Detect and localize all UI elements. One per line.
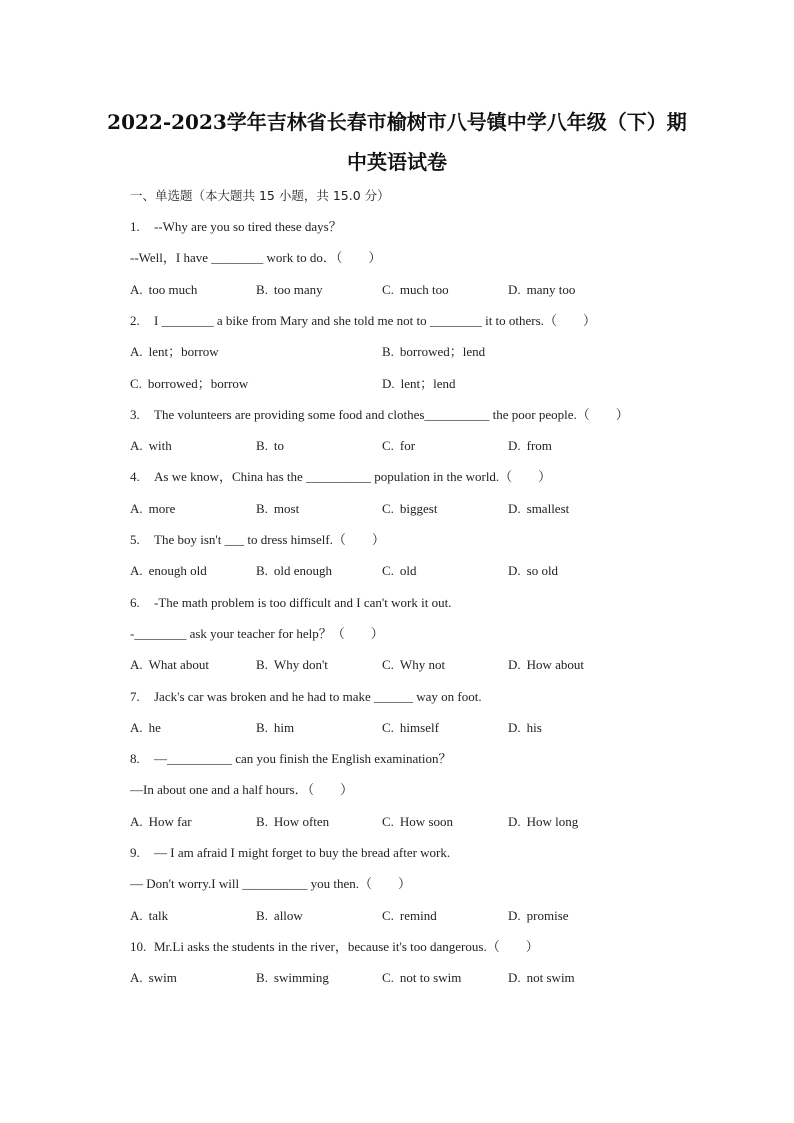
- answer-option: [130, 342, 219, 362]
- option-letter: B.: [382, 344, 394, 360]
- question-stem: The boy isn't ___ to dress himself.（ ）: [154, 532, 385, 547]
- option-letter: D.: [508, 281, 521, 297]
- option-letter: C.: [382, 970, 394, 986]
- option-letter: A.: [130, 281, 143, 297]
- answer-option: [382, 374, 456, 394]
- answer-option: [256, 280, 323, 300]
- option-letter: B.: [256, 813, 268, 829]
- answer-option: [130, 374, 248, 394]
- option-letter: C.: [130, 375, 142, 391]
- option-letter: C.: [382, 563, 394, 579]
- option-letter: B.: [256, 500, 268, 516]
- question-number: 3.: [130, 406, 140, 422]
- option-letter: D.: [508, 719, 521, 735]
- option-text: so old: [526, 563, 559, 579]
- question-stem-line: [130, 843, 450, 863]
- answer-option: [256, 812, 329, 832]
- option-letter: C.: [382, 438, 394, 454]
- question-stem-line: [130, 217, 342, 237]
- option-text: swim: [148, 970, 177, 986]
- answer-option: [382, 812, 453, 832]
- option-text: he: [148, 719, 161, 735]
- question-number: 10.: [130, 938, 147, 954]
- question-stem: The volunteers are providing some food and clothes__________ the poor people.（ ）: [154, 406, 629, 422]
- option-text: borrowed；lend: [399, 344, 486, 360]
- question-stem-line: [130, 405, 629, 425]
- question-number: 4.: [130, 469, 140, 485]
- option-text: How soon: [399, 813, 454, 829]
- option-text: too much: [148, 281, 198, 297]
- answer-option: [382, 499, 437, 519]
- answer-option: [256, 718, 294, 738]
- question-stem-line: [130, 248, 381, 268]
- option-text: enough old: [148, 563, 207, 579]
- answer-option: [382, 280, 449, 300]
- option-letter: C.: [382, 281, 394, 297]
- option-letter: C.: [382, 719, 394, 735]
- answer-option: [256, 906, 303, 926]
- option-text: talk: [148, 907, 169, 923]
- option-text: him: [273, 719, 295, 735]
- answer-option: [130, 499, 175, 519]
- option-letter: D.: [508, 438, 521, 454]
- option-text: biggest: [399, 500, 438, 516]
- option-letter: B.: [256, 719, 268, 735]
- answer-option: [382, 906, 437, 926]
- option-text: most: [273, 500, 300, 516]
- question-number: 1.: [130, 219, 140, 234]
- answer-option: [130, 906, 168, 926]
- option-letter: B.: [256, 438, 268, 454]
- question-stem: --Why are you so tired these days？: [154, 219, 342, 234]
- answer-option: [508, 968, 575, 988]
- option-letter: C.: [382, 907, 394, 923]
- option-letter: A.: [130, 344, 143, 360]
- option-text: from: [526, 438, 552, 454]
- answer-option: [130, 280, 197, 300]
- option-text: for: [399, 438, 416, 454]
- answer-option: [508, 812, 578, 832]
- question-number: 8.: [130, 751, 140, 767]
- answer-option: [130, 655, 209, 675]
- question-stem-continued: — Don't worry.I will __________ you then.（ ）: [130, 876, 411, 892]
- answer-option: [256, 499, 299, 519]
- question-number: 7.: [130, 688, 140, 704]
- option-letter: A.: [130, 813, 143, 829]
- option-letter: D.: [508, 970, 521, 986]
- option-text: old: [399, 563, 417, 579]
- question-stem-line: [130, 530, 385, 550]
- answer-option: [256, 436, 284, 456]
- option-letter: A.: [130, 970, 143, 986]
- option-text: with: [148, 438, 172, 454]
- question-stem-line: [130, 624, 384, 644]
- question-stem-continued: -________ ask your teacher for help？（ ）: [130, 625, 384, 641]
- title-line-2: 中英语试卷: [347, 150, 447, 174]
- answer-option: [256, 561, 332, 581]
- answer-option: [382, 342, 485, 362]
- option-text: old enough: [273, 563, 333, 579]
- question-stem: —__________ can you finish the English examination？: [154, 751, 452, 767]
- option-letter: D.: [508, 813, 521, 829]
- question-stem-line: [130, 687, 482, 707]
- option-text: too many: [273, 281, 323, 297]
- answer-option: [508, 906, 569, 926]
- option-text: promise: [526, 907, 569, 923]
- option-text: Why not: [399, 657, 446, 673]
- question-number: 5.: [130, 532, 140, 547]
- question-stem-continued: —In about one and a half hours．（ ）: [130, 782, 354, 798]
- question-stem: I ________ a bike from Mary and she told me not to ________ it to others.（ ）: [154, 312, 596, 328]
- section-header: 一、单选题（本大题共 15 小题，共 15.0 分）: [130, 188, 390, 203]
- option-text: more: [148, 500, 176, 516]
- option-letter: A.: [130, 500, 143, 516]
- option-letter: D.: [508, 907, 521, 923]
- option-letter: C.: [382, 500, 394, 516]
- question-stem-line: [130, 467, 551, 487]
- option-text: lent；borrow: [148, 344, 219, 360]
- answer-option: [382, 436, 415, 456]
- option-text: to: [273, 438, 285, 454]
- question-stem-continued: --Well，I have ________ work to do．（ ）: [130, 250, 382, 266]
- option-letter: A.: [130, 907, 143, 923]
- question-stem-line: [130, 311, 596, 331]
- question-stem-line: [130, 874, 411, 894]
- title-line-1: 2022-2023学年吉林省长春市榆树市八号镇中学八年级（下）期: [107, 110, 687, 134]
- option-text: How often: [273, 813, 330, 829]
- option-letter: B.: [256, 281, 268, 297]
- option-letter: A.: [130, 563, 143, 579]
- option-text: lent；lend: [400, 375, 456, 391]
- option-letter: D.: [382, 375, 395, 391]
- question-number: 6.: [130, 594, 140, 610]
- question-number: 2.: [130, 312, 140, 328]
- question-stem: As we know，China has the __________ population in the world.（ ）: [154, 469, 552, 485]
- question-stem-line: [130, 937, 539, 957]
- answer-option: [508, 655, 584, 675]
- option-text: much too: [399, 281, 449, 297]
- exam-title: [60, 102, 734, 182]
- answer-option: [382, 968, 461, 988]
- question-number: 9.: [130, 845, 140, 860]
- answer-option: [130, 436, 172, 456]
- answer-option: [508, 280, 575, 300]
- option-letter: A.: [130, 719, 143, 735]
- option-letter: B.: [256, 563, 268, 579]
- option-letter: B.: [256, 907, 268, 923]
- answer-option: [130, 561, 207, 581]
- question-stem: -The math problem is too difficult and I can't work it out.: [154, 594, 452, 610]
- answer-option: [130, 812, 192, 832]
- answer-option: [382, 561, 417, 581]
- answer-option: [508, 561, 558, 581]
- question-stem: Jack's car was broken and he had to make ______ way on foot.: [154, 688, 482, 704]
- answer-option: [256, 968, 329, 988]
- option-text: Why don't: [273, 657, 328, 673]
- question-stem-line: [130, 749, 452, 769]
- option-letter: A.: [130, 438, 143, 454]
- option-text: allow: [273, 907, 303, 923]
- option-text: remind: [399, 907, 437, 923]
- option-letter: C.: [382, 813, 394, 829]
- option-text: What about: [148, 657, 209, 673]
- option-text: not swim: [526, 970, 575, 986]
- option-text: his: [526, 719, 542, 735]
- option-text: smallest: [526, 500, 570, 516]
- answer-option: [508, 499, 569, 519]
- question-stem-line: [130, 593, 451, 613]
- question-stem: — I am afraid I might forget to buy the bread after work.: [154, 845, 451, 860]
- option-text: many too: [526, 281, 576, 297]
- option-text: How far: [148, 813, 192, 829]
- option-letter: B.: [256, 970, 268, 986]
- answer-option: [508, 718, 542, 738]
- answer-option: [508, 436, 552, 456]
- answer-option: [256, 655, 328, 675]
- option-text: not to swim: [399, 970, 462, 986]
- answer-option: [382, 655, 445, 675]
- answer-option: [130, 968, 177, 988]
- option-letter: C.: [382, 657, 394, 673]
- option-text: How long: [526, 813, 579, 829]
- option-text: swimming: [273, 970, 329, 986]
- option-letter: B.: [256, 657, 268, 673]
- option-letter: D.: [508, 500, 521, 516]
- answer-option: [130, 718, 161, 738]
- question-stem: Mr.Li asks the students in the river，because it's too dangerous.（ ）: [154, 938, 539, 954]
- question-stem-line: [130, 780, 353, 800]
- option-text: himself: [399, 719, 439, 735]
- option-text: borrowed；borrow: [147, 375, 249, 391]
- answer-option: [382, 718, 439, 738]
- option-letter: A.: [130, 657, 143, 673]
- option-letter: D.: [508, 563, 521, 579]
- option-letter: D.: [508, 657, 521, 673]
- option-text: How about: [526, 657, 585, 673]
